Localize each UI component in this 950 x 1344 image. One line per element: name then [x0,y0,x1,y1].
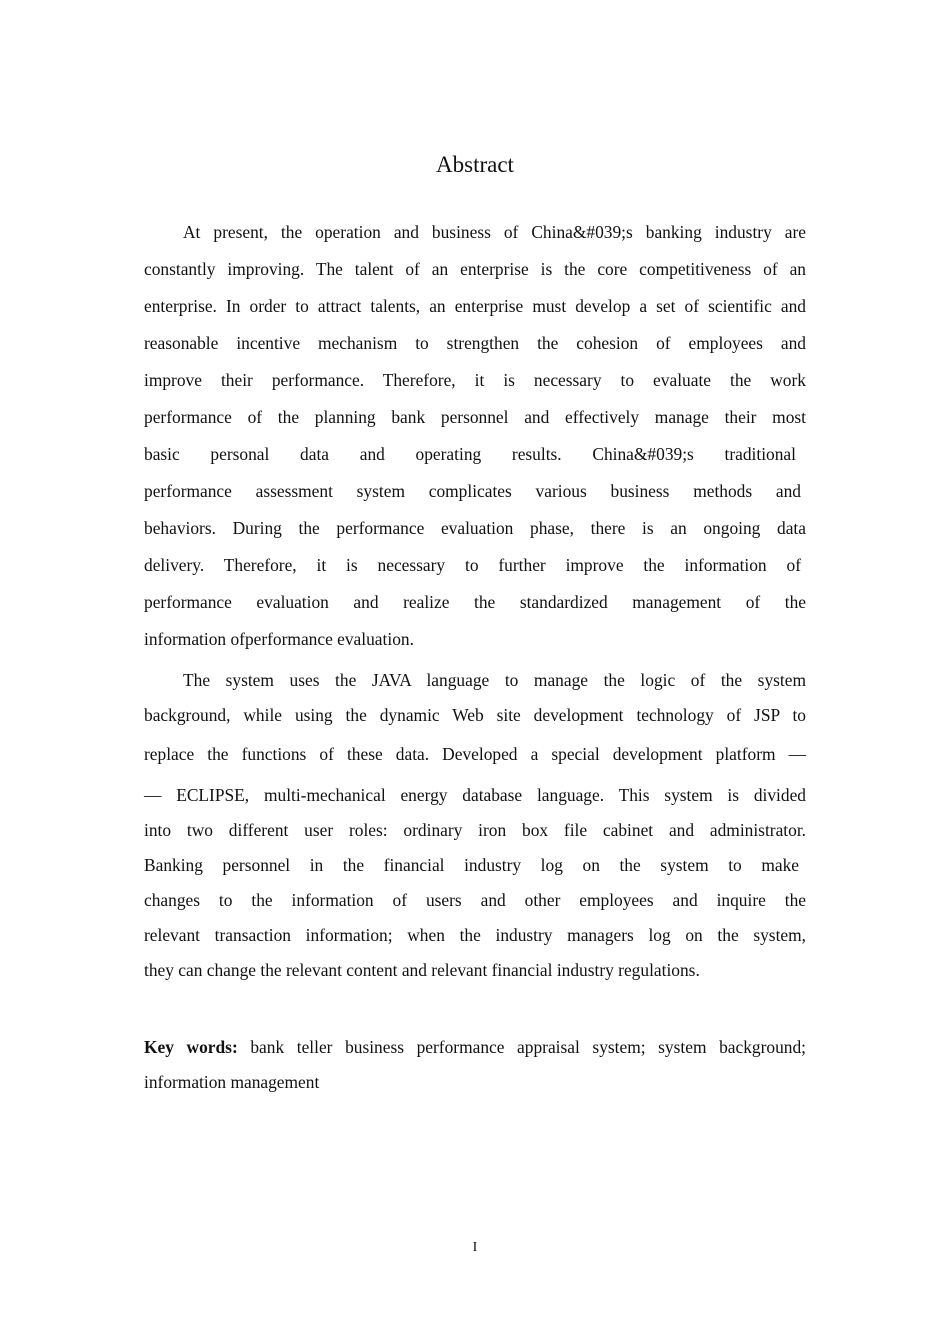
text-line: enterprise. In order to attract talents, an enterprise must develop a set of scientific and [144,296,806,316]
keywords-label: Key words: [144,1037,238,1057]
text-line: reasonable incentive mechanism to strengthen the cohesion of employees and [144,333,806,353]
text-line: basic personal data and operating results. China&#039;s traditional [144,444,796,464]
text-line: they can change the relevant content and relevant financial industry regulations. [144,960,700,980]
text-line: information ofperformance evaluation. [144,629,414,649]
text-line: relevant transaction information; when the industry managers log on the system, [144,925,806,945]
text-line: The system uses the JAVA language to manage the logic of the system [183,670,806,690]
text-line: At present, the operation and business of China&#039;s banking industry are [183,222,806,242]
text-line: performance assessment system complicates various business methods and [144,481,801,501]
abstract-title: Abstract [436,152,514,177]
text-line: replace the functions of these data. Developed a special development platform — [144,744,806,764]
text-line: — ECLIPSE, multi-mechanical energy database language. This system is divided [144,785,806,805]
text-line: improve their performance. Therefore, it is necessary to evaluate the work [144,370,806,390]
keywords-line [144,1035,806,1059]
text-line: delivery. Therefore, it is necessary to further improve the information of [144,555,801,575]
keywords-line: information management [144,1072,320,1092]
text-line: performance of the planning bank personnel and effectively manage their most [144,407,806,427]
text-line: background, while using the dynamic Web site development technology of JSP to [144,705,806,725]
text-line: into two different user roles: ordinary iron box file cabinet and administrator. [144,820,806,840]
text-line: performance evaluation and realize the standardized management of the [144,592,806,612]
text-line: behaviors. During the performance evaluation phase, there is an ongoing data [144,518,806,538]
keywords-text: bank teller business performance appraisal system; system background; [237,1037,806,1057]
text-line: constantly improving. The talent of an enterprise is the core competitiveness of an [144,259,806,279]
text-line: Banking personnel in the financial industry log on the system to make [144,855,799,875]
page-number: I [472,1240,478,1255]
text-line: changes to the information of users and other employees and inquire the [144,890,806,910]
